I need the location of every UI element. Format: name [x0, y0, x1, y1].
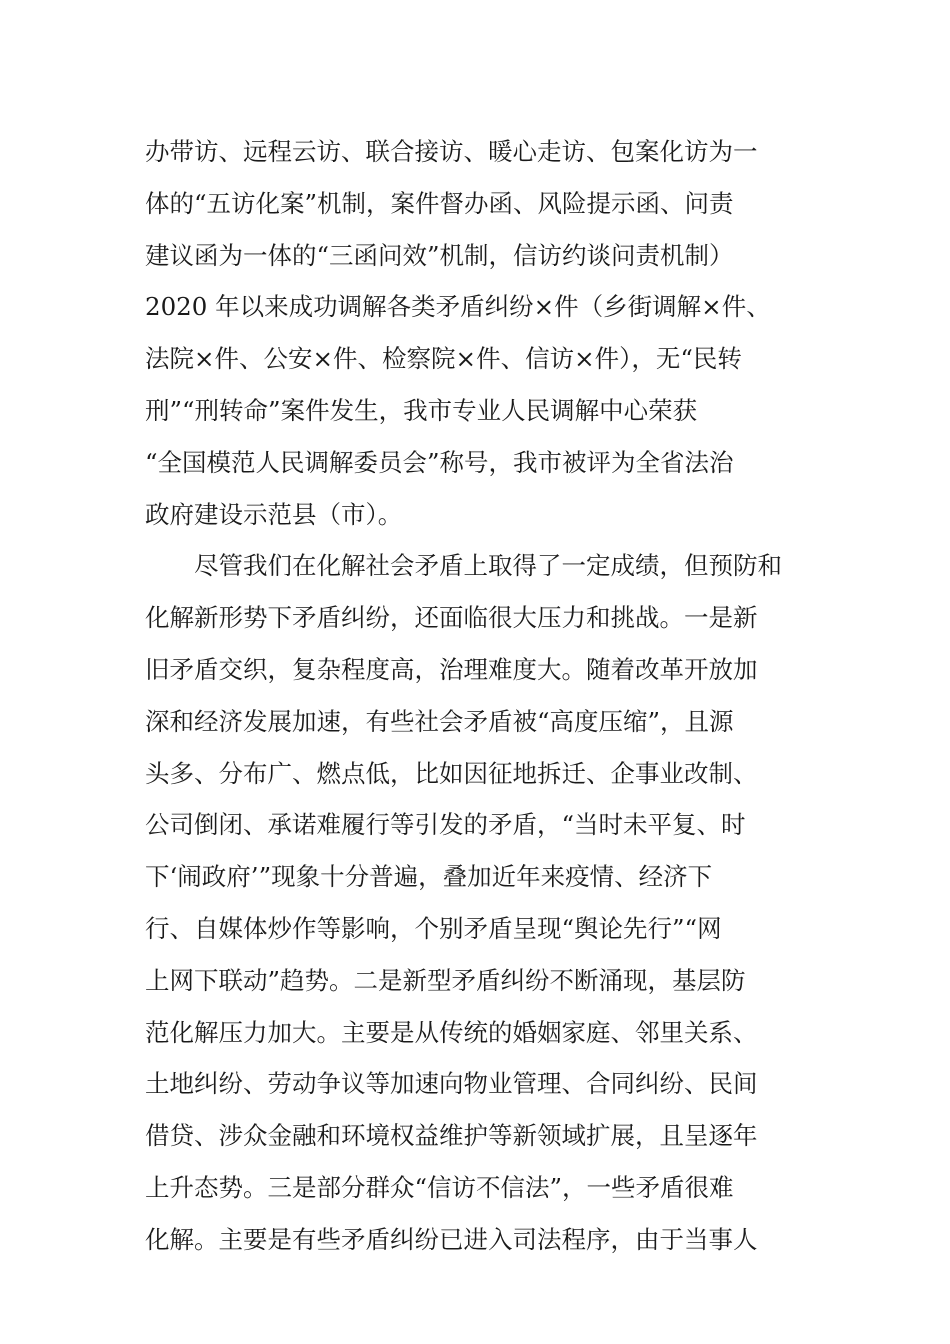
- text-line: 借贷、涉众金融和环境权益维护等新领域扩展，且呈逐年: [145, 1121, 758, 1151]
- text-line: 化解新形势下矛盾纠纷，还面临很大压力和挑战。一是新: [145, 603, 758, 633]
- text-line: 头多、分布广、燃点低，比如因征地拆迁、企事业改制、: [145, 758, 758, 788]
- text-line: 公司倒闭、承诺难履行等引发的矛盾，“当时未平复、时: [145, 810, 746, 840]
- text-line: 下‘闹政府’”现象十分普遍，叠加近年来疫情、经济下: [145, 862, 713, 892]
- text-line: 土地纠纷、劳动争议等加速向物业管理、合同纠纷、民间: [145, 1069, 758, 1099]
- text-line: 范化解压力加大。主要是从传统的婚姻家庭、邻里关系、: [145, 1017, 758, 1047]
- text-line: “全国模范人民调解委员会”称号，我市被评为全省法治: [145, 447, 734, 477]
- text-line: 深和经济发展加速，有些社会矛盾被“高度压缩”，且源: [145, 706, 734, 736]
- text-line: 法院×件、公安×件、检察院×件、信访×件），无“民转: [145, 344, 742, 374]
- body-text: [145, 126, 810, 1266]
- text-line: 尽管我们在化解社会矛盾上取得了一定成绩，但预防和: [145, 551, 782, 581]
- text-line: 政府建设示范县（市）。: [145, 499, 403, 529]
- text-line: 行、自媒体炒作等影响，个别矛盾呈现“舆论先行”“网: [145, 913, 722, 943]
- text-line: 刑”“刑转命”案件发生，我市专业人民调解中心荣获: [145, 395, 698, 425]
- text-line: 办带访、远程云访、联合接访、暖心走访、包案化访为一: [145, 137, 758, 166]
- text-line: 上升态势。三是部分群众“信访不信法”，一些矛盾很难: [145, 1172, 734, 1202]
- text-line: 上网下联动”趋势。二是新型矛盾纠纷不断涌现，基层防: [145, 965, 746, 995]
- text-line: 2020 年以来成功调解各类矛盾纠纷×件（乡街调解×件、: [145, 292, 771, 322]
- text-line: 建议函为一体的“三函问效”机制，信访约谈问责机制）: [145, 240, 734, 270]
- text-line: 旧矛盾交织，复杂程度高，治理难度大。随着改革开放加: [145, 654, 758, 684]
- text-line: 化解。主要是有些矛盾纠纷已进入司法程序，由于当事人: [145, 1224, 758, 1254]
- text-line: 体的“五访化案”机制，案件督办函、风险提示函、问责: [145, 188, 734, 218]
